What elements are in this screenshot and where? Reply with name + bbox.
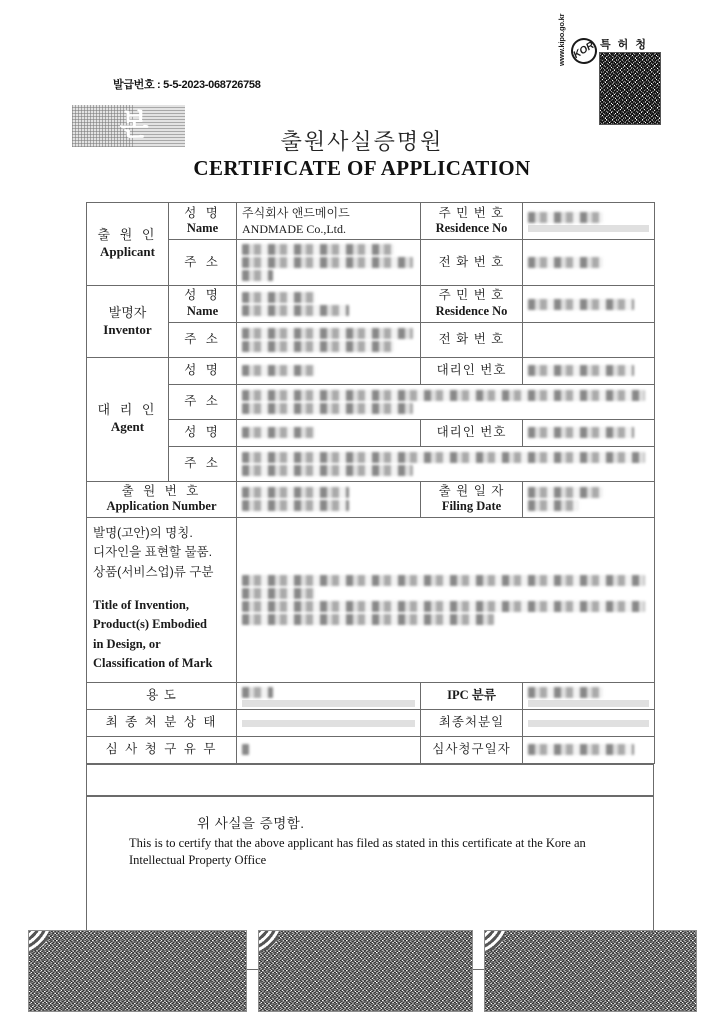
barcode-finder-icon [258, 930, 279, 951]
label-application-number-en: Application Number [106, 499, 217, 514]
value-applicant-name-ko: 주식회사 앤드메이드 [242, 206, 350, 220]
redaction-bar [242, 292, 315, 303]
value-applicant-address [237, 240, 421, 286]
label-agent-name-1-ko: 성 명 [184, 362, 221, 377]
label-title-en-3: in Design, or [93, 636, 161, 651]
label-ipc-text: IPC 분류 [447, 687, 496, 702]
label-title-ko-2: 디자인을 표현할 물품. [93, 545, 213, 560]
label-inventor-name [169, 286, 237, 322]
label-exam-request-date-ko: 심사청구일자 [432, 741, 511, 756]
value-application-number [237, 481, 421, 517]
redaction-bar [242, 390, 645, 401]
spacer-box [86, 764, 654, 796]
value-agent-no-1 [523, 357, 655, 384]
statement-korean: 위 사실을 증명함. [197, 816, 305, 831]
value-agent-address-2 [237, 446, 655, 481]
group-label-applicant-ko: 출 원 인 [97, 227, 158, 243]
label-application-number-ko: 출 원 번 호 [121, 483, 202, 498]
value-inventor-address [237, 322, 421, 357]
label-inventor-name-ko: 성 명 [184, 288, 221, 303]
redaction-bar [528, 427, 634, 438]
label-inventor-phone [421, 322, 523, 357]
group-label-inventor [87, 286, 169, 357]
redaction-bar [528, 212, 603, 223]
redaction-bar [242, 403, 413, 414]
certificate-table [86, 202, 655, 764]
value-agent-name-2 [237, 419, 421, 446]
label-use-ko: 용 도 [146, 687, 177, 702]
redaction-shade [242, 720, 415, 727]
redaction-bar [242, 687, 273, 698]
label-title-en-4: Classification of Mark [93, 656, 213, 671]
value-applicant-phone [523, 240, 655, 286]
label-agent-name-2-ko: 성 명 [184, 424, 221, 439]
label-applicant-name-en: Name [186, 221, 219, 236]
barcode-finder-icon [28, 930, 49, 951]
label-inventor-residence-no [421, 286, 523, 322]
table-row-agent-address-1 [87, 384, 655, 419]
redaction-bar [242, 257, 413, 268]
table-row-applicant-name [87, 203, 655, 240]
redaction-bar [242, 744, 249, 755]
label-final-status [87, 709, 237, 736]
label-applicant-residence-no-ko: 주 민 번 호 [438, 205, 505, 220]
redaction-bar [528, 487, 603, 498]
redaction-bar [242, 575, 645, 586]
label-inventor-residence-no-en: Residence No [435, 304, 508, 318]
table-row-title-of-invention [87, 517, 655, 682]
redaction-bar [242, 365, 315, 376]
redaction-shade [528, 225, 649, 232]
label-agent-address-2-ko: 주 소 [184, 455, 221, 470]
statement-english: This is to certify that the above applicant has filed as stated in this certificate at the Kore an Intellectual Property Office [129, 836, 586, 868]
value-exam-request [237, 736, 421, 763]
kipo-emblem [557, 13, 661, 126]
group-label-agent [87, 357, 169, 481]
table-row-application-number [87, 481, 655, 517]
label-inventor-residence-no-ko: 주 민 번 호 [438, 288, 505, 303]
table-row-applicant-address [87, 240, 655, 286]
label-title-en-2: Product(s) Embodied [93, 617, 208, 632]
label-applicant-phone [421, 240, 523, 286]
barcode-block-3 [484, 930, 697, 1012]
value-applicant-name [237, 203, 421, 240]
value-agent-name-1 [237, 357, 421, 384]
redaction-shade [528, 720, 649, 727]
label-filing-date-en: Filing Date [441, 499, 502, 514]
value-use [237, 682, 421, 709]
label-final-date [421, 709, 523, 736]
redaction-bar [242, 452, 645, 463]
label-agent-address-1 [169, 384, 237, 419]
group-label-inventor-en: Inventor [103, 321, 152, 337]
redaction-bar [528, 365, 634, 376]
label-exam-request-ko: 심 사 청 구 유 무 [105, 741, 218, 756]
label-agent-name-2 [169, 419, 237, 446]
value-applicant-name-en: ANDMADE Co.,Ltd. [242, 222, 346, 237]
label-applicant-residence-no [421, 203, 523, 240]
value-agent-address-1 [237, 384, 655, 419]
label-agent-no-2-ko: 대리인 번호 [436, 424, 507, 439]
kipo-qr-code-icon [599, 52, 661, 125]
value-final-date [523, 709, 655, 736]
value-inventor-phone [523, 322, 655, 357]
redaction-bar [242, 601, 645, 612]
table-row-agent-name-1 [87, 357, 655, 384]
value-inventor-name [237, 286, 421, 322]
label-inventor-address-ko: 주 소 [184, 331, 221, 346]
value-exam-request-date [523, 736, 655, 763]
value-title-of-invention [237, 517, 655, 682]
value-ipc [523, 682, 655, 709]
label-applicant-phone-ko: 전 화 번 호 [438, 255, 505, 270]
label-title-of-invention [87, 517, 237, 682]
seal-stamp-character: 본 [119, 109, 149, 142]
redaction-bar [242, 270, 273, 281]
label-applicant-address [169, 240, 237, 286]
redaction-bar [242, 614, 494, 625]
group-label-applicant [87, 203, 169, 286]
kor-badge-icon: KOR [566, 33, 602, 69]
group-label-agent-en: Agent [110, 419, 145, 435]
redaction-bar [528, 744, 634, 755]
table-row-inventor-address [87, 322, 655, 357]
redaction-bar [242, 465, 413, 476]
label-agent-name-1 [169, 357, 237, 384]
kipo-office-name: 특 허 청 [600, 39, 648, 51]
value-inventor-residence-no [523, 286, 655, 322]
label-filing-date-ko: 출 원 일 자 [438, 483, 505, 498]
value-final-status [237, 709, 421, 736]
barcode-block-2 [258, 930, 473, 1012]
label-filing-date [421, 481, 523, 517]
label-inventor-phone-ko: 전 화 번 호 [438, 331, 505, 346]
label-exam-request-date [421, 736, 523, 763]
table-row-final-status [87, 709, 655, 736]
label-final-status-ko: 최 종 처 분 상 태 [105, 714, 218, 729]
group-label-applicant-en: Applicant [100, 244, 155, 260]
label-application-number [87, 481, 237, 517]
label-inventor-address [169, 322, 237, 357]
label-agent-address-2 [169, 446, 237, 481]
label-applicant-address-ko: 주 소 [184, 255, 221, 270]
redaction-bar [242, 427, 315, 438]
label-applicant-name [169, 203, 237, 240]
value-applicant-residence-no [523, 203, 655, 240]
redaction-bar [242, 328, 413, 339]
group-label-agent-ko: 대 리 인 [97, 402, 158, 418]
table-row-inventor-name [87, 286, 655, 322]
label-use [87, 682, 237, 709]
redaction-bar [242, 341, 394, 352]
redaction-bar [242, 500, 349, 511]
group-label-inventor-ko: 발명자 [108, 304, 147, 320]
redaction-bar [242, 305, 349, 316]
kipo-url-text: www.kipo.go.kr [557, 13, 566, 66]
table-row-agent-address-2 [87, 446, 655, 481]
label-final-date-ko: 최종처분일 [438, 714, 505, 729]
page-title-english: CERTIFICATE OF APPLICATION [193, 156, 531, 180]
redaction-bar [528, 500, 579, 511]
barcode-finder-icon [484, 930, 505, 951]
redaction-bar [242, 588, 315, 599]
label-inventor-name-en: Name [186, 304, 219, 318]
issue-number: 발급번호 : 5-5-2023-068726758 [113, 79, 261, 91]
label-applicant-name-ko: 성 명 [184, 205, 221, 220]
barcode-block-1 [28, 930, 247, 1012]
label-title-en-1: Title of Invention, [93, 598, 189, 612]
label-exam-request [87, 736, 237, 763]
value-filing-date [523, 481, 655, 517]
page-title-korean: 출원사실증명원 [280, 129, 444, 154]
redaction-bar [528, 257, 603, 268]
label-ipc [421, 682, 523, 709]
label-agent-no-2 [421, 419, 523, 446]
label-title-ko-1: 발명(고안)의 명칭. [93, 525, 193, 540]
label-title-ko-3: 상품(서비스업)류 구분 [93, 564, 214, 579]
table-row-exam-request [87, 736, 655, 763]
label-agent-no-1 [421, 357, 523, 384]
redaction-bar [242, 244, 394, 255]
redaction-shade [528, 700, 649, 707]
label-agent-no-1-ko: 대리인 번호 [436, 362, 507, 377]
label-applicant-residence-no-en: Residence No [435, 221, 508, 236]
value-agent-no-2 [523, 419, 655, 446]
redaction-bar [528, 687, 603, 698]
redaction-shade [242, 700, 415, 707]
table-row-agent-name-2 [87, 419, 655, 446]
redaction-bar [242, 487, 349, 498]
label-agent-address-1-ko: 주 소 [184, 393, 221, 408]
redaction-bar [528, 299, 634, 310]
table-row-use-ipc [87, 682, 655, 709]
